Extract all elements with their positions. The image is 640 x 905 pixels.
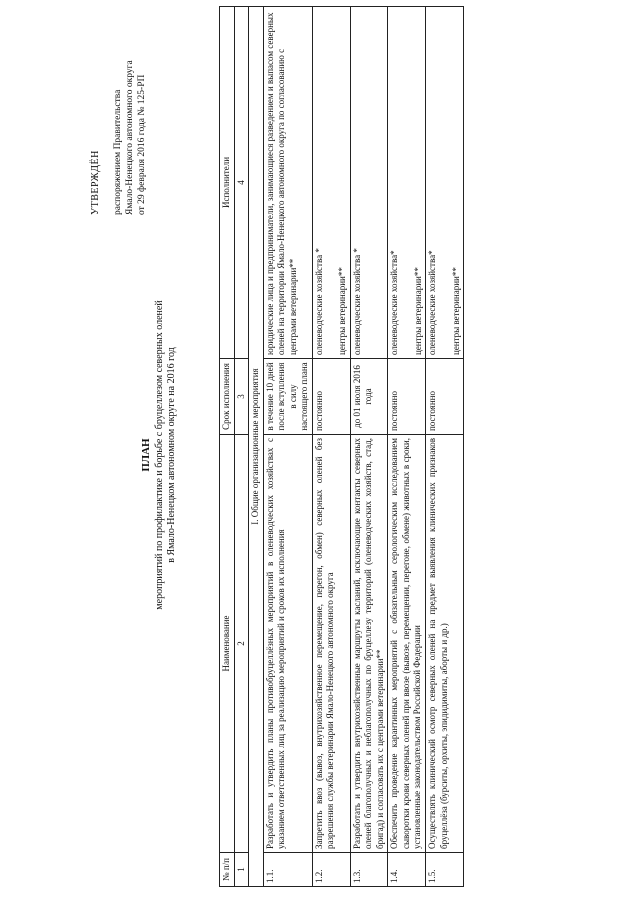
row-executors — [263, 7, 312, 359]
approval-line-1: распоряжением Правительства — [113, 89, 123, 215]
row-executor: центры ветеринарии** — [450, 267, 461, 355]
column-number: 1 — [234, 853, 249, 887]
table-row — [263, 7, 312, 887]
row-executors — [312, 7, 350, 359]
row-term: до 01 июля 2016 года — [350, 359, 388, 435]
row-term: постоянно — [426, 359, 464, 435]
row-executor: оленеводческие хозяйства * — [313, 248, 324, 355]
row-executors — [350, 7, 388, 359]
plan-subtitle-1: мероприятий по профилактике и борьбе с бруцеллезом северных оленей — [154, 300, 165, 610]
row-executor: оленеводческие хозяйства * — [351, 248, 362, 355]
header-num: № п/п — [220, 853, 235, 887]
column-number: 3 — [234, 359, 249, 435]
section-row — [249, 7, 264, 887]
approval-title: УТВЕРЖДЁН — [90, 150, 101, 215]
plan-subtitle-2: в Ямало-Ненецком автономном округе на 2016 год — [166, 347, 177, 563]
row-name: Осуществлять клинический осмотр северных оленей на предмет выявления клинических признаков бруцеллёза (бурситы, орхиты, эпидидимиты, аборты и др.) — [426, 435, 464, 853]
column-number: 4 — [234, 7, 249, 359]
section-title: I. Общие организационные мероприятия — [249, 7, 264, 887]
row-executor: центры ветеринарии** — [337, 267, 347, 355]
row-executors — [426, 7, 464, 359]
table-header-row — [220, 7, 235, 887]
row-term: в течение 10 дней после вступления в силу настоящего плана — [263, 359, 312, 435]
header-term: Срок исполнения — [220, 359, 235, 435]
row-num: 1.1. — [263, 853, 312, 887]
column-number-row — [234, 7, 249, 887]
executor-gap — [401, 10, 413, 355]
row-num: 1.2. — [312, 853, 350, 887]
row-name: Разработать и утвердить планы противобруцеллёзных мероприятий в оленеводческих хозяйствах с указанием ответственных лиц за реализацию мероприятий и сроков их исполнения — [263, 435, 312, 853]
plan-title-block — [140, 125, 178, 785]
row-executor: оленеводческие хозяйства* — [427, 250, 437, 355]
plan-table — [219, 6, 464, 887]
table-row — [426, 7, 464, 887]
row-term: постоянно — [312, 359, 350, 435]
row-term: постоянно — [388, 359, 426, 435]
row-name: Запретить ввоз (вывоз, внутрихозяйственное перемещение, перегон, обмен) северных оленей без разрешения службы ветеринарии Ямало-Ненецкого автономного округа — [312, 435, 350, 853]
row-executor: центры ветеринарии** — [412, 267, 423, 355]
plan-title: ПЛАН — [140, 438, 152, 472]
row-executors — [388, 7, 426, 359]
table-row — [312, 7, 350, 887]
row-executor: юридические лица и предприниматели, занимающиеся разведением и выпасом северных оленей на территории Ямало-Ненецкого автономного округа по согласованию с центрами ветеринарии** — [264, 12, 298, 355]
header-exec: Исполнители — [220, 7, 235, 359]
row-num: 1.3. — [350, 853, 388, 887]
approval-line-2: Ямало-Ненецкого автономного округа — [125, 60, 135, 215]
executor-gap — [325, 10, 337, 355]
row-executor: оленеводческие хозяйства* — [389, 250, 399, 355]
approval-line-3: от 29 февраля 2016 года № 125-РП — [137, 74, 147, 215]
row-name: Разработать и утвердить внутрихозяйственные маршруты касланий, исключающие контакты северных оленей благополучных и неблагополучных по бруцеллезу территорий (оленеводческих хозяйств, стад, бригад) и согласовать их с центрами ветеринарии** — [350, 435, 388, 853]
table-row — [350, 7, 388, 887]
executor-gap — [439, 10, 451, 355]
table-row — [388, 7, 426, 887]
row-num: 1.4. — [388, 853, 426, 887]
row-name: Обеспечить проведение карантинных мероприятий с обязательным серологическим исследованием сыворотки крови северных оленей при ввозе (вывозе, перемещении, перегоне, обмене) животных в сроки, установленные законодательством Российской Федерации — [388, 435, 426, 853]
header-name: Наименование — [220, 435, 235, 853]
column-number: 2 — [234, 435, 249, 853]
row-num: 1.5. — [426, 853, 464, 887]
